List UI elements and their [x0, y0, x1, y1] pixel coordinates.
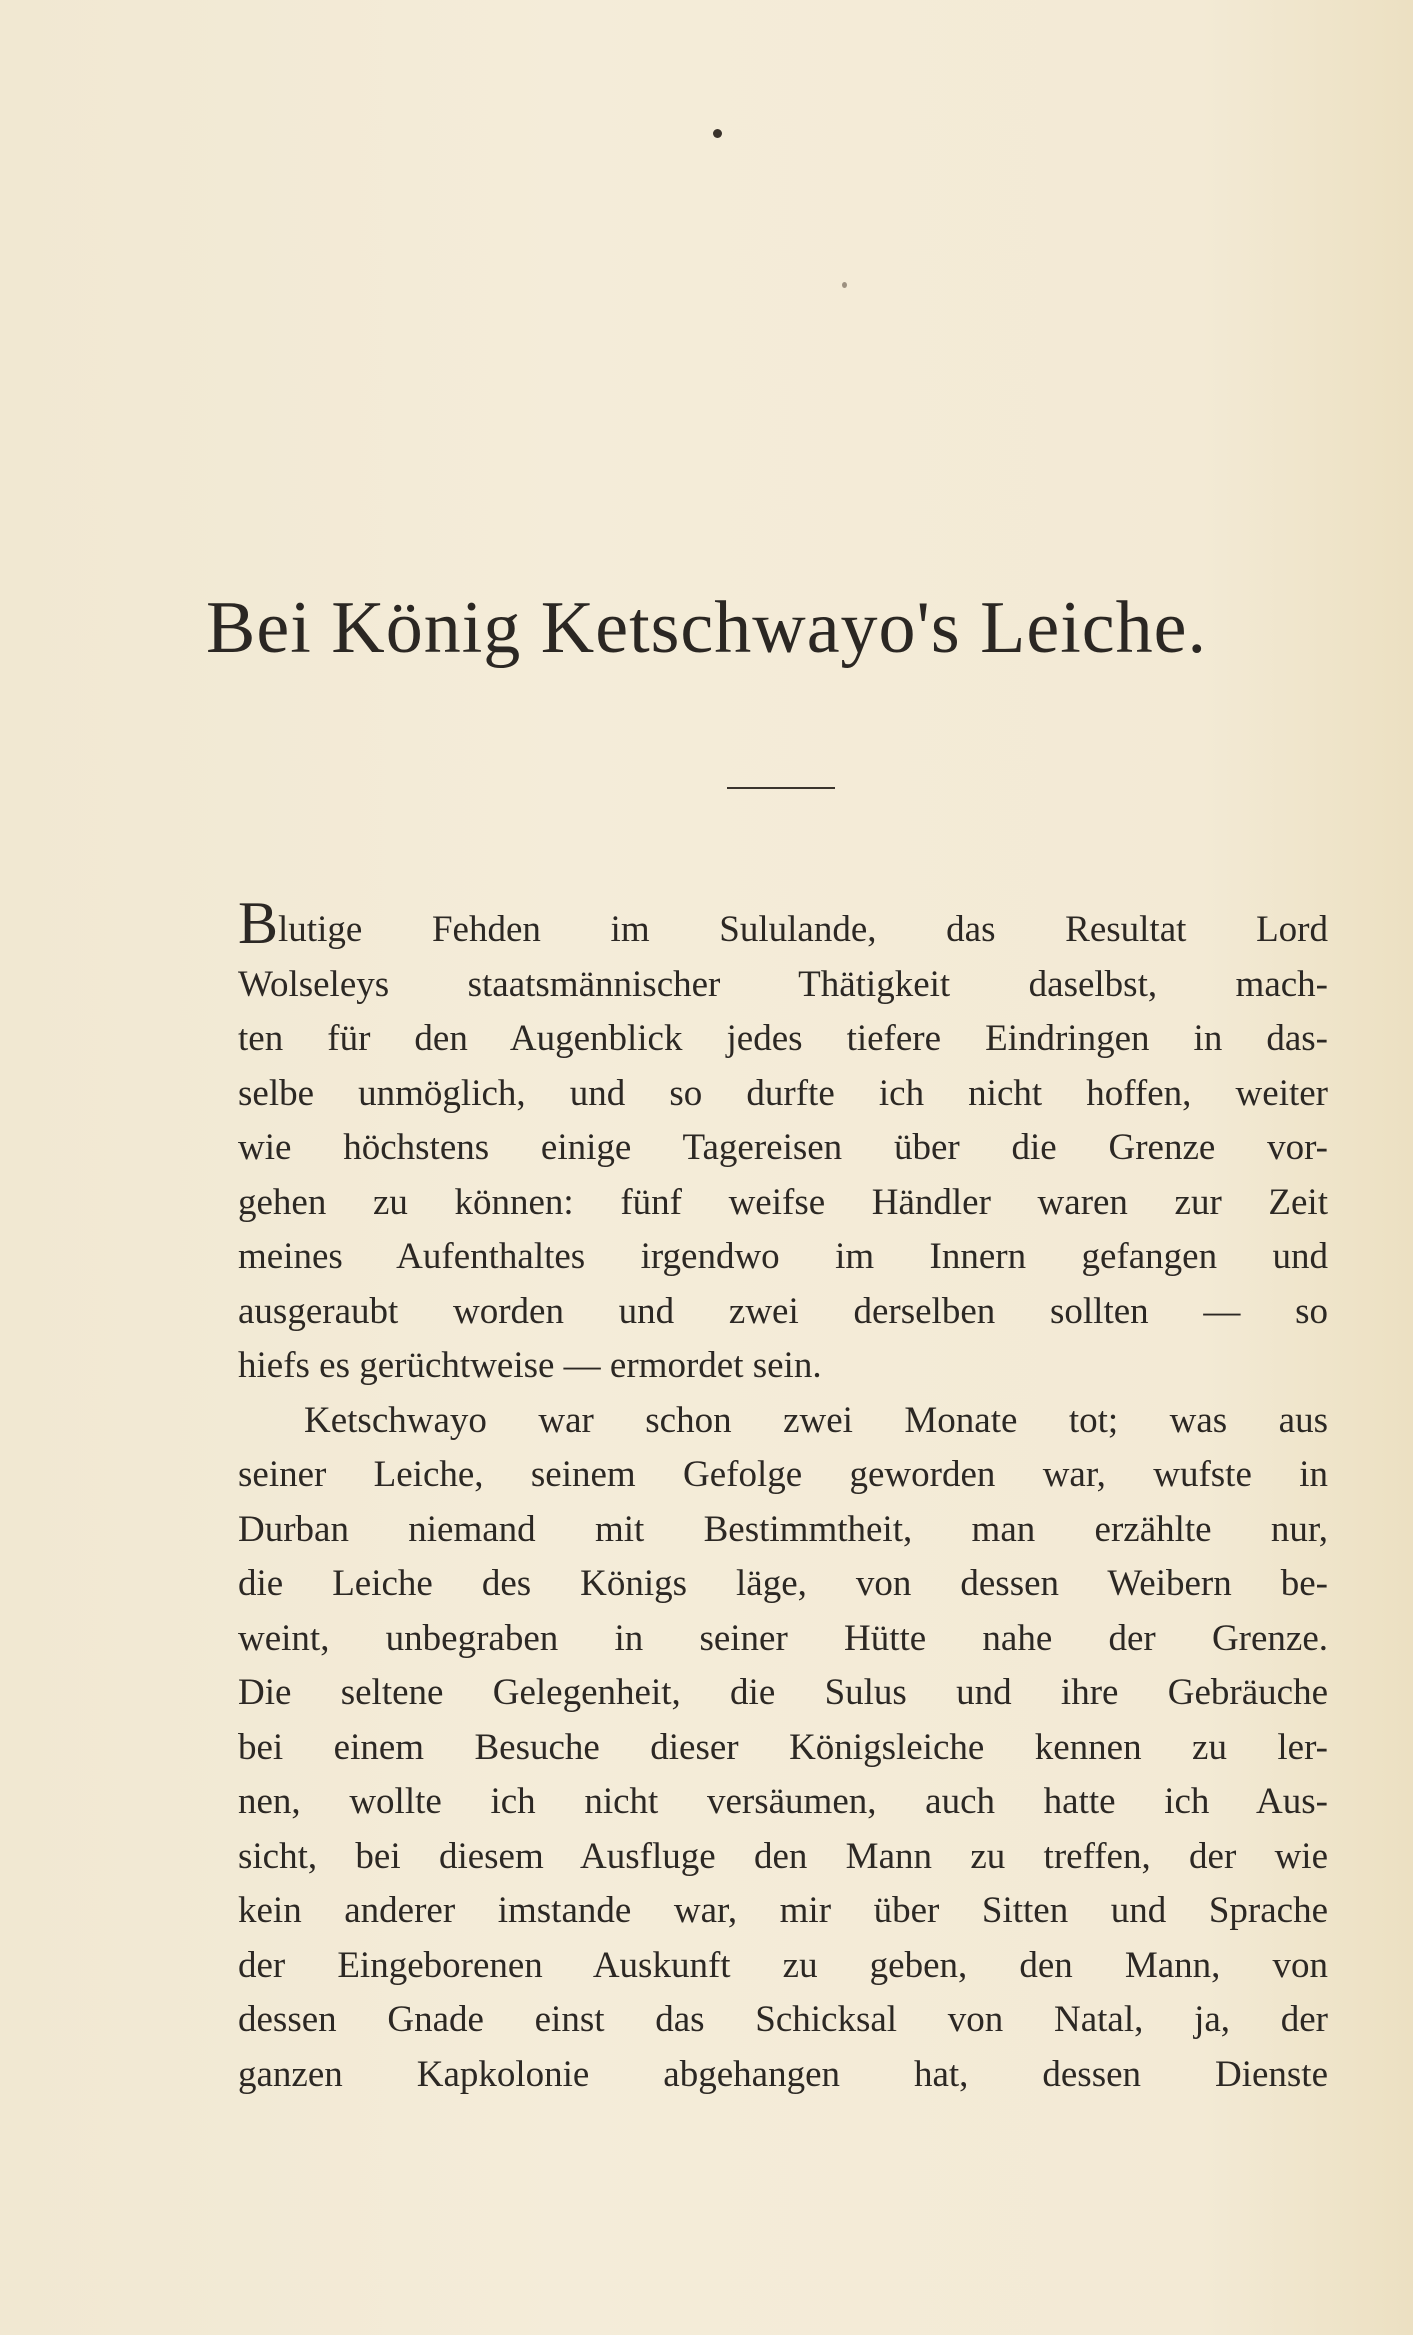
paragraph-1-line: ten für den Augenblick jedes tiefere Eindringen in das-: [238, 1018, 1328, 1059]
paragraph-1-line: ausgeraubt worden und zwei derselben sollten — so: [238, 1290, 1328, 1332]
paragraph-2-line: dessen Gnade einst das Schicksal von Natal, ja, der: [238, 1999, 1328, 2040]
ink-speck: [842, 282, 847, 288]
paragraph-1-line: Wolseleys staatsmännischer Thätigkeit daselbst, mach-: [238, 963, 1328, 1005]
paragraph-2-line: bei einem Besuche dieser Königsleiche kennen zu ler-: [238, 1726, 1328, 1768]
paragraph-1-line: hiefs es gerüchtweise — ermordet sein.: [238, 1345, 822, 1386]
paragraph-2-line: seiner Leiche, seinem Gefolge geworden war, wufste in: [238, 1454, 1328, 1495]
paragraph-1-line: selbe unmöglich, und so durfte ich nicht hoffen, weiter: [238, 1072, 1328, 1114]
paragraph-2-line: sicht, bei diesem Ausfluge den Mann zu treffen, der wie: [238, 1835, 1328, 1877]
drop-cap: B: [238, 890, 279, 956]
body-text: [238, 890, 1328, 2102]
paragraph-2-line: Die seltene Gelegenheit, die Sulus und ihre Gebräuche: [238, 1672, 1328, 1713]
paragraph-2-line: ganzen Kapkolonie abgehangen hat, dessen Dienste: [238, 2053, 1328, 2095]
paragraph-2-line: weint, unbegraben in seiner Hütte nahe der Grenze.: [238, 1617, 1328, 1659]
paragraph-2-line: Durban niemand mit Bestimmtheit, man erzählte nur,: [238, 1508, 1328, 1550]
title-rule: [727, 787, 835, 789]
ink-speck: [713, 129, 722, 138]
paragraph-1-line: wie höchstens einige Tagereisen über die Grenze vor-: [238, 1127, 1328, 1168]
paragraph-2-line: Ketschwayo war schon zwei Monate tot; was aus: [304, 1399, 1328, 1441]
paragraph-2-line: der Eingeborenen Auskunft zu geben, den Mann, von: [238, 1944, 1328, 1986]
paragraph-2-line: die Leiche des Königs läge, von dessen Weibern be-: [238, 1563, 1328, 1604]
paragraph-2-line: nen, wollte ich nicht versäumen, auch hatte ich Aus-: [238, 1781, 1328, 1822]
paragraph-1-line-1: Blutige Fehden im Sululande, das Resultat Lord: [238, 890, 1328, 956]
paragraph-1-line: meines Aufenthaltes irgendwo im Innern gefangen und: [238, 1236, 1328, 1277]
paragraph-1-line: gehen zu können: fünf weifse Händler waren zur Zeit: [238, 1181, 1328, 1223]
paragraph-2-line: kein anderer imstande war, mir über Sitten und Sprache: [238, 1890, 1328, 1931]
chapter-title: Bei König Ketschwayo's Leiche.: [206, 587, 1207, 669]
